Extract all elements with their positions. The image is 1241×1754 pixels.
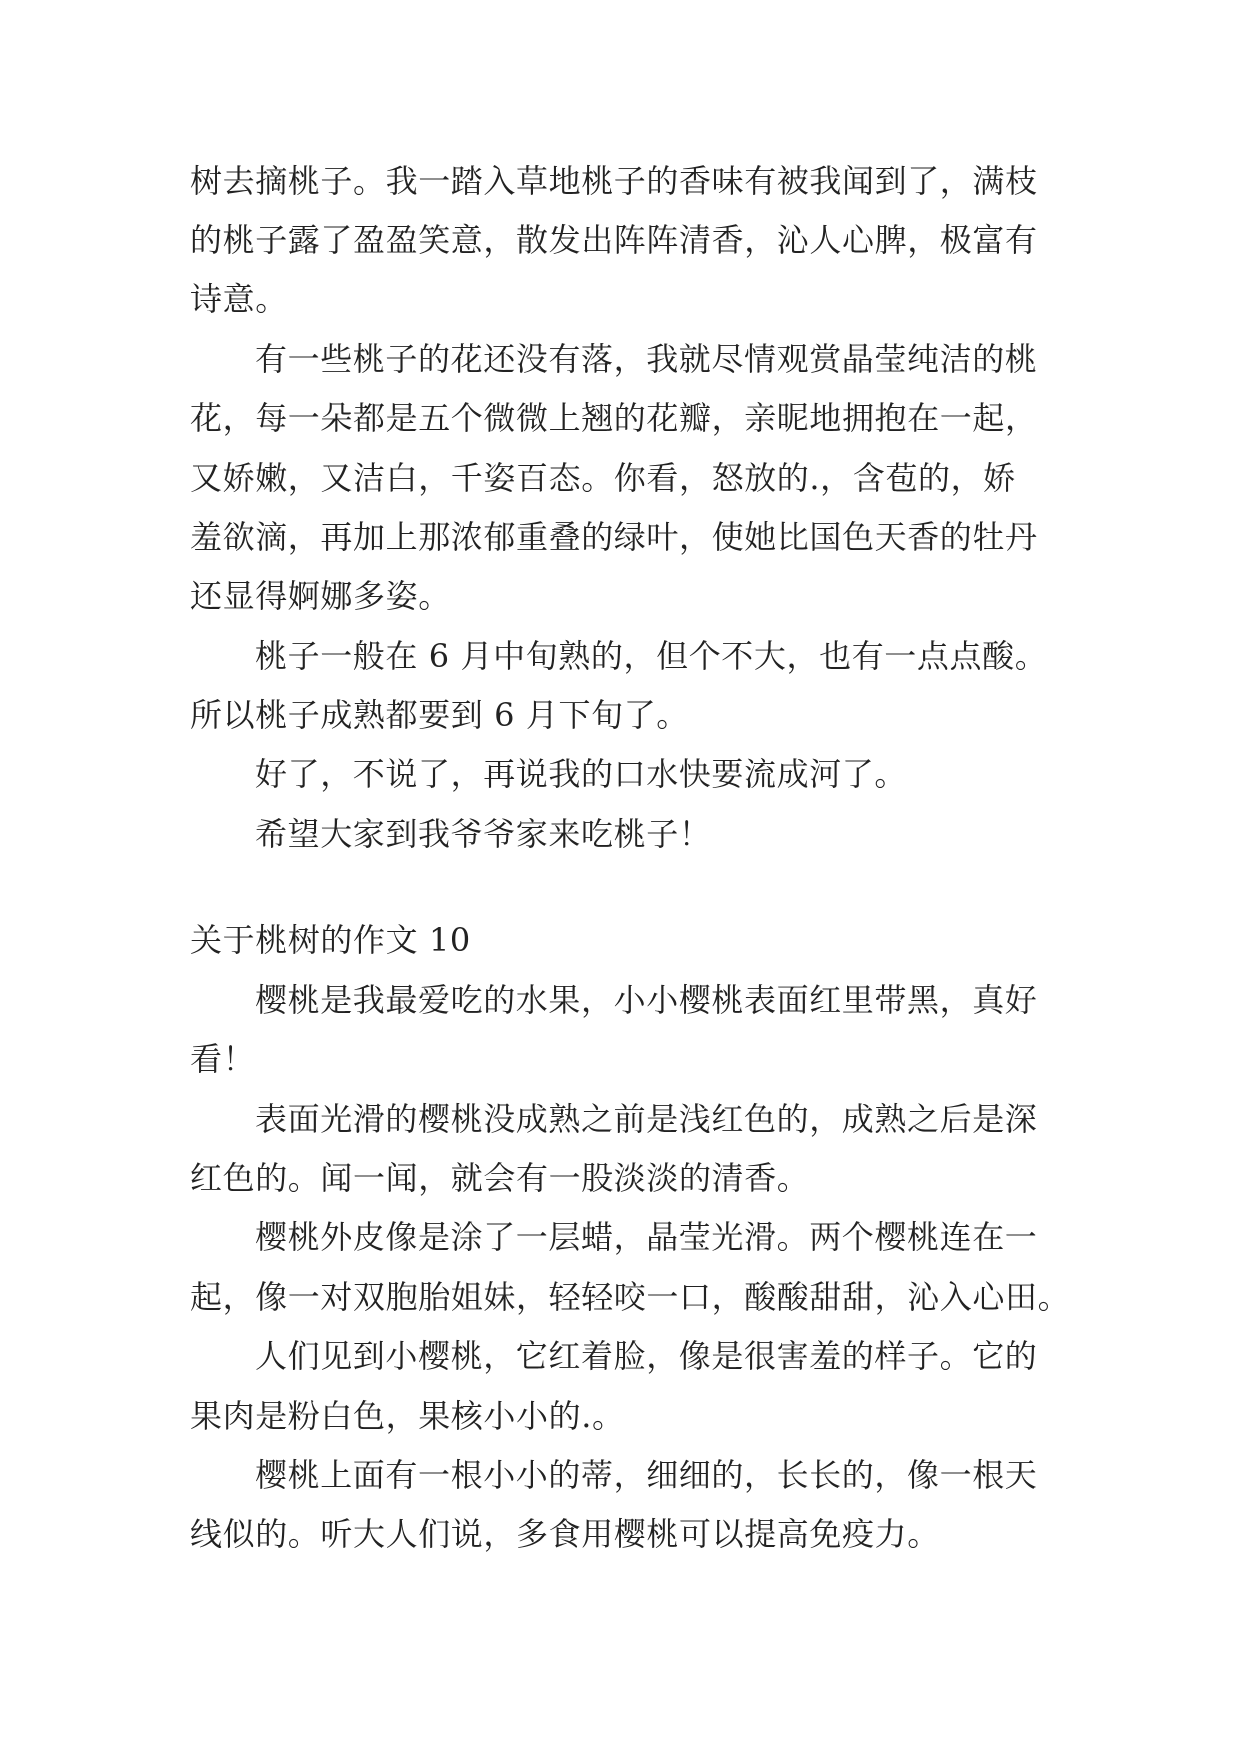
paragraph-line: 的桃子露了盈盈笑意，散发出阵阵清香，沁人心脾，极富有 (190, 221, 1038, 259)
paragraph-line: 起，像一对双胞胎姐妹，轻轻咬一口，酸酸甜甜，沁入心田。 (190, 1278, 1071, 1316)
paragraph-line: 表面光滑的樱桃没成熟之前是浅红色的，成熟之后是深 (255, 1100, 1038, 1138)
paragraph-line: 桃子一般在 6 月中旬熟的，但个不大，也有一点点酸。 (255, 637, 1048, 675)
paragraph-line: 线似的。听大人们说，多食用樱桃可以提高免疫力。 (190, 1515, 940, 1553)
paragraph-line: 所以桃子成熟都要到 6 月下旬了。 (190, 696, 689, 734)
paragraph-line: 好了，不说了，再说我的口水快要流成河了。 (255, 755, 908, 793)
paragraph-line: 樱桃是我最爱吃的水果，小小樱桃表面红里带黑，真好 (255, 981, 1038, 1019)
paragraph-line: 樱桃外皮像是涂了一层蜡，晶莹光滑。两个樱桃连在一 (255, 1218, 1038, 1256)
paragraph-line: 红色的。闻一闻，就会有一股淡淡的清香。 (190, 1159, 810, 1197)
paragraph-line: 看！ (190, 1040, 256, 1078)
paragraph-line: 羞欲滴，再加上那浓郁重叠的绿叶，使她比国色天香的牡丹 (190, 518, 1038, 556)
paragraph-line: 樱桃上面有一根小小的蒂，细细的，长长的，像一根天 (255, 1456, 1038, 1494)
paragraph-line: 果肉是粉白色，果核小小的.。 (190, 1397, 625, 1435)
paragraph-line: 诗意。 (190, 280, 288, 318)
paragraph-line: 希望大家到我爷爷家来吃桃子！ (255, 815, 712, 853)
paragraph-line: 花，每一朵都是五个微微上翘的花瓣，亲昵地拥抱在一起， (190, 399, 1038, 437)
paragraph-line: 人们见到小樱桃，它红着脸，像是很害羞的样子。它的 (255, 1337, 1038, 1375)
paragraph-line: 有一些桃子的花还没有落，我就尽情观赏晶莹纯洁的桃 (255, 340, 1038, 378)
paragraph-line: 又娇嫩，又洁白，千姿百态。你看，怒放的.，含苞的，娇 (190, 459, 1016, 497)
paragraph-line: 还显得婀娜多姿。 (190, 577, 451, 615)
section-heading: 关于桃树的作文 10 (190, 921, 471, 959)
paragraph-line: 树去摘桃子。我一踏入草地桃子的香味有被我闻到了，满枝 (190, 162, 1038, 200)
